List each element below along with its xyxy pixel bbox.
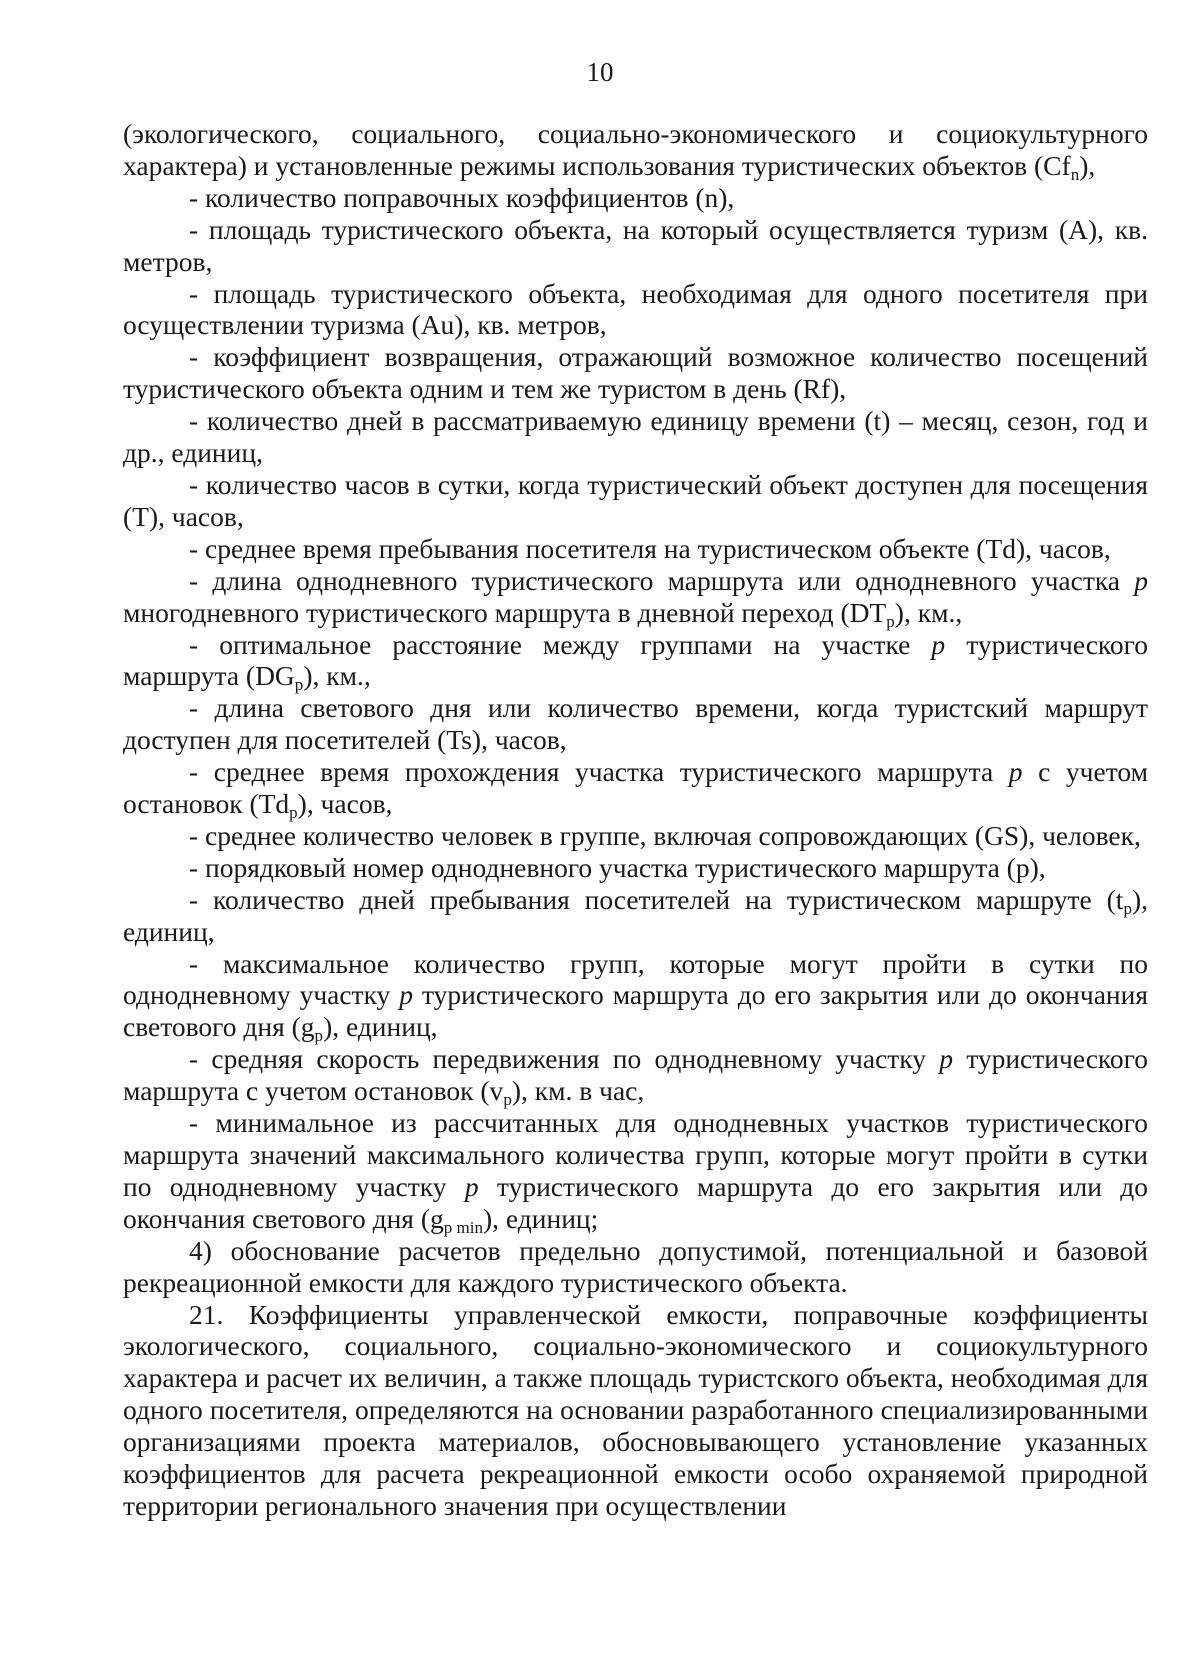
paragraph-text: - площадь туристического объекта, необходимая для одного посетителя при осуществлении туризма (Au), кв. метров, [123,277,1148,341]
paragraph [123,214,1148,278]
paragraph-text: с учетом остановок (Td [123,756,1149,820]
paragraph-text: ), единиц; [483,1202,599,1234]
subscript: p [503,1089,512,1109]
paragraph [123,884,1148,948]
page-number: 10 [586,57,614,87]
paragraph-text: 4) обоснование расчетов предельно допустимой, потенциальной и базовой рекреационной емкости для каждого туристического объекта. [123,1234,1148,1298]
paragraph-text: туристического маршрута (DG [123,628,1148,692]
paragraph [123,1107,1148,1235]
paragraph [123,533,1148,565]
paragraph-text: ), км. в час, [511,1075,645,1107]
italic-variable: p [939,1043,953,1075]
paragraph-text: ), км., [303,660,371,692]
paragraph-text: - длина светового дня или количество времени, когда туристский маршрут доступен для посетителей (Ts), часов, [123,692,1148,756]
subscript: p [886,611,895,631]
italic-variable: p [1134,564,1148,596]
paragraph [123,629,1148,693]
paragraph [123,565,1148,629]
paragraph [123,852,1148,884]
paragraph-text: ), единиц, [123,883,1148,947]
italic-variable: p [931,628,946,660]
paragraph [123,278,1148,342]
document-body [123,118,1148,1522]
paragraph [123,820,1148,852]
paragraph [123,756,1148,820]
italic-variable: p [464,1170,479,1202]
paragraph-text: - оптимальное расстояние между группами на участке [189,628,932,660]
paragraph [123,341,1148,405]
subscript: p [294,675,304,695]
subscript: p [314,1026,324,1046]
paragraph-text: - среднее время прохождения участка туристического маршрута [189,756,1009,788]
paragraph-text: ), [1079,149,1096,181]
paragraph-text: многодневного туристического маршрута в дневной переход (DT [123,596,887,628]
paragraph-text: - порядковый номер однодневного участка туристического маршрута (p), [189,851,1046,883]
paragraph-text: - количество дней пребывания посетителей на туристическом маршруте (t [189,883,1124,915]
paragraph [123,1043,1148,1107]
italic-variable: p [399,979,414,1011]
paragraph-text: - минимальное из рассчитанных для однодневных участков туристического маршрута значений максимального количества групп, которые могут пройти в сутки по однодневному участку [123,1107,1148,1202]
paragraph-text: - площадь туристического объекта, на который осуществляется туризм (A), кв. метров, [123,213,1148,277]
paragraph-text: - количество часов в сутки, когда туристический объект доступен для посещения (T), часов, [123,468,1148,532]
paragraph [123,948,1148,1044]
subscript: p [1123,898,1132,918]
paragraph-text: - количество поправочных коэффициентов (n), [189,181,735,213]
paragraph-text: туристического маршрута до его закрытия или до окончания светового дня (g [123,1170,1148,1234]
paragraph [123,405,1148,469]
paragraph-text: ), часов, [297,788,393,820]
subscript: n [1070,164,1080,184]
italic-variable: p [1008,756,1023,788]
paragraph-text: - длина однодневного туристического маршрута или однодневного участка [189,564,1135,596]
paragraph-text: туристического маршрута до его закрытия или до окончания светового дня (g [123,979,1148,1043]
paragraph [123,1235,1148,1299]
subscript: p [289,802,298,822]
paragraph-text: - коэффициент возвращения, отражающий возможное количество посещений туристического объекта одним и тем же туристом в день (Rf), [123,341,1148,405]
paragraph [123,1299,1148,1522]
paragraph-text: - среднее количество человек в группе, включая сопровождающих (GS), человек, [189,819,1141,851]
paragraph-text: - среднее время пребывания посетителя на туристическом объекте (Td), часов, [189,532,1111,564]
paragraph-text: (экологического, социального, социально-экономического и социокультурного характера) и установленные режимы использования туристических объектов (Cf [123,118,1148,181]
paragraph-text: ), единиц, [323,1011,438,1043]
paragraph-text: туристического маршрута с учетом остановок (v [123,1043,1148,1107]
paragraph [123,118,1148,182]
paragraph [123,469,1148,533]
paragraph [123,692,1148,756]
paragraph [123,182,1148,214]
paragraph-text: - максимальное количество групп, которые могут пройти в сутки по однодневному участку [123,947,1148,1011]
paragraph-text: - количество дней в рассматриваемую единицу времени (t) – месяц, сезон, год и др., единиц, [123,405,1148,469]
paragraph-text: 21. Коэффициенты управленческой емкости, поправочные коэффициенты экологического, социального, социально-экономического и социокультурного характера и расчет их величин, а также площадь туристского объекта, необходимая для одного посетителя, определяются на основании разработанного специализированными организациями проекта материалов, обосновывающего установление указанных коэффициентов для расчета рекреационной емкости особо охраняемой природной территории регионального значения при осуществлении [123,1298,1148,1521]
paragraph-text: ), км., [894,596,963,628]
paragraph-text: - средняя скорость передвижения по однодневному участку [189,1043,940,1075]
subscript: p min [443,1217,484,1237]
